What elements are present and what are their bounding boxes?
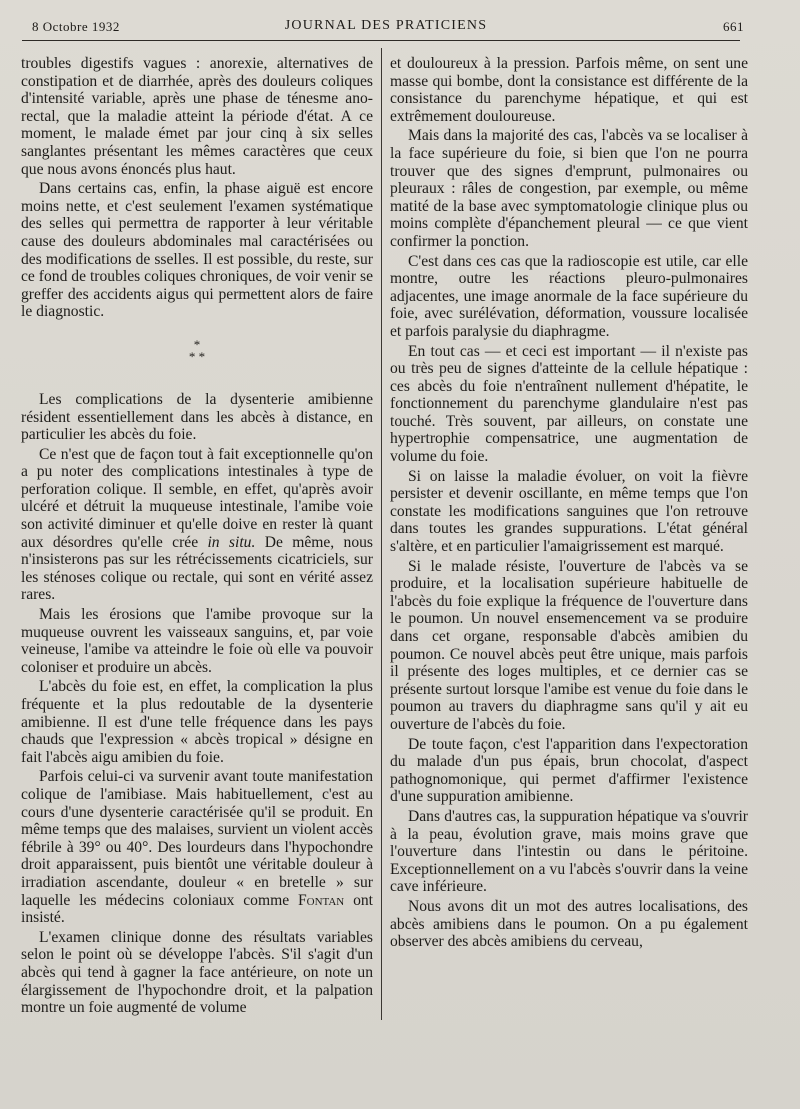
paragraph: Nous avons dit un mot des autres localisations, des abcès amibiens dans le poumon. On a pu également observer des abcès amibiens du cerveau, [390,897,748,951]
paragraph: Dans d'autres cas, la suppuration hépatique va s'ouvrir à la peau, évolution grave, mais moins grave que l'ouverture dans l'intestin ou dans le péritoine. Exceptionnellement on a vu l'abcès s'ouvrir dans la veine cave inférieure. [390,807,748,896]
author-name: Fontan [297,891,345,909]
paragraph: En tout cas — et ceci est important — il n'existe pas ou très peu de signes d'atteinte de la cellule hépatique : ces abcès du foie n'entraînent nullement d'hépatite, le fonctionnement du parenchyme glandulaire n'est pas touché. Très souvent, par ailleurs, on constate une hypertrophie compensatrice, une augmentation de volume du foie. [390,342,748,466]
paragraph: L'examen clinique donne des résultats variables selon le point où se développe l'abcès. S'il s'agit d'un abcès qui tend à gagner la face antérieure, on note un élargissement de l'hypochondre droit, et la palpation montre un foie augmenté de volume [21,928,373,1017]
asterism-bottom: * * [188,348,206,364]
text-run: ont insisté. [21,891,373,927]
column-divider [381,48,382,1020]
italic-term: in situ. [207,533,256,551]
left-column [21,55,373,1019]
paragraph: De toute façon, c'est l'apparition dans l'expectoration du malade d'un pus épais, brun chocolat, d'aspect pathognomonique, qui permet d'affirmer l'existence d'une suppuration amibienne. [390,735,748,806]
right-column [390,55,748,953]
paragraph: Les complications de la dysenterie amibienne résident essentiellement dans les abcès à distance, en particulier les abcès du foie. [21,390,373,444]
text-run: De même, nous n'insisterons pas sur les rétrécissements cicatriciels, sur les sténoses colique ou rectale, qui sont en vérité assez rares. [21,533,373,604]
page-number: 661 [723,19,744,34]
header-rule [22,40,740,41]
paragraph: Si on laisse la maladie évoluer, on voit la fièvre persister et devenir oscillante, en même temps que l'on constate les modifications sanguines que l'on retrouve dans toutes les grandes suppurations. L'état général s'altère, et en particulier l'amaigrissement est marqué. [390,467,748,556]
asterism-top: * [193,336,201,352]
paragraph [21,446,373,604]
paragraph: C'est dans ces cas que la radioscopie est utile, car elle montre, outre les réactions pleuro-pulmonaires adjacentes, une image anormale de la face supérieure du foie, avec surélévation, déformation, voussure localisée et parfois paralysie du diaphragme. [390,252,748,340]
paragraph: L'abcès du foie est, en effet, la complication la plus fréquente et la plus redoutable de la dysenterie amibienne. Il est d'une telle fréquence dans les pays chauds que l'expression « abcès tropical » désigne en fait l'abcès aigu amibien du foie. [21,678,373,766]
paragraph: Si le malade résiste, l'ouverture de l'abcès va se produire, et la localisation supérieure habituelle de l'abcès du foie explique la fréquence de l'ouverture dans le poumon. Un nouvel ensemencement va se produire dans cet organe, responsable d'abcès amibien du poumon. Ce nouvel abcès peut être unique, mais parfois il présente des loges multiples, et ce dernier cas se présente surtout lorsque l'amibe est venue du foie dans le poumon au travers du diaphragme sans qu'il y ait eu ouverture de l'abcès du foie. [390,557,748,733]
page-header [28,16,744,38]
paragraph: et douloureux à la pression. Parfois même, on sent une masse qui bombe, dont la consistance est différente de la consistance du parenchyme hépatique, et qui est extrêmement douloureuse. [390,55,748,125]
paragraph: Mais dans la majorité des cas, l'abcès va se localiser à la face supérieure du foie, si bien que l'on ne pourra trouver que des signes d'emprunt, pulmonaires ou pleuraux : râles de congestion, par exemple, ou même matité de la base avec symptomatologie clinique plus ou moins complète d'épanchement pleural — ce que vient confirmer la ponction. [390,127,748,250]
paragraph: troubles digestifs vagues : anorexie, alternatives de constipation et de diarrhée, après des douleurs coliques d'intensité variable, après une phase de ténesme ano-rectal, que la maladie atteint la période d'état. A ce moment, le malade émet par jour cinq à six selles sanglantes présentant les mêmes caractères que ceux que nous avons énoncés plus haut. [21,55,373,178]
paragraph: Mais les érosions que l'amibe provoque sur la muqueuse ouvrent les vaisseaux sanguins, et, par voie veineuse, l'amibe va atteindre le foie où elle va pouvoir coloniser et produire un abcès. [21,606,373,676]
section-asterism [21,336,373,364]
issue-date: 8 Octobre 1932 [32,19,120,34]
journal-title: JOURNAL DES PRATICIENS [284,18,488,33]
paragraph [21,768,373,926]
text-run: Parfois celui-ci va survenir avant toute manifestation colique de l'amibiase. Mais habituellement, c'est au cours d'une dysenterie caractérisée qu'il se produit. En même temps que des malaises, survient un violent accès fébrile à 39° ou 40°. Des lourdeurs dans l'hypochondre droit apparaissent, puis bientôt une véritable douleur à irradiation ascendante, douleur « en bretelle » sur laquelle les médecins coloniaux comme [21,768,373,909]
paragraph: Dans certains cas, enfin, la phase aiguë est encore moins nette, et c'est seulement l'examen systématique des selles qui permettra de rapporter à leur véritable cause des douleurs abdominales mal caractérisées ou des modifications de sselles. Il est possible, du reste, sur ce fond de troubles coliques chroniques, de voir venir se greffer des accidents aigus qui permettent alors de faire le diagnostic. [21,180,373,321]
text-run: Ce n'est que de façon tout à fait exceptionnelle qu'on a pu noter des complications intestinales à type de perforation colique. Il semble, en effet, qu'après avoir ulcéré et détruit la muqueuse intestinale, l'amibe voie son activité diminuer et qu'elle doive en rester là quant aux désordres qu'elle crée [21,445,373,551]
